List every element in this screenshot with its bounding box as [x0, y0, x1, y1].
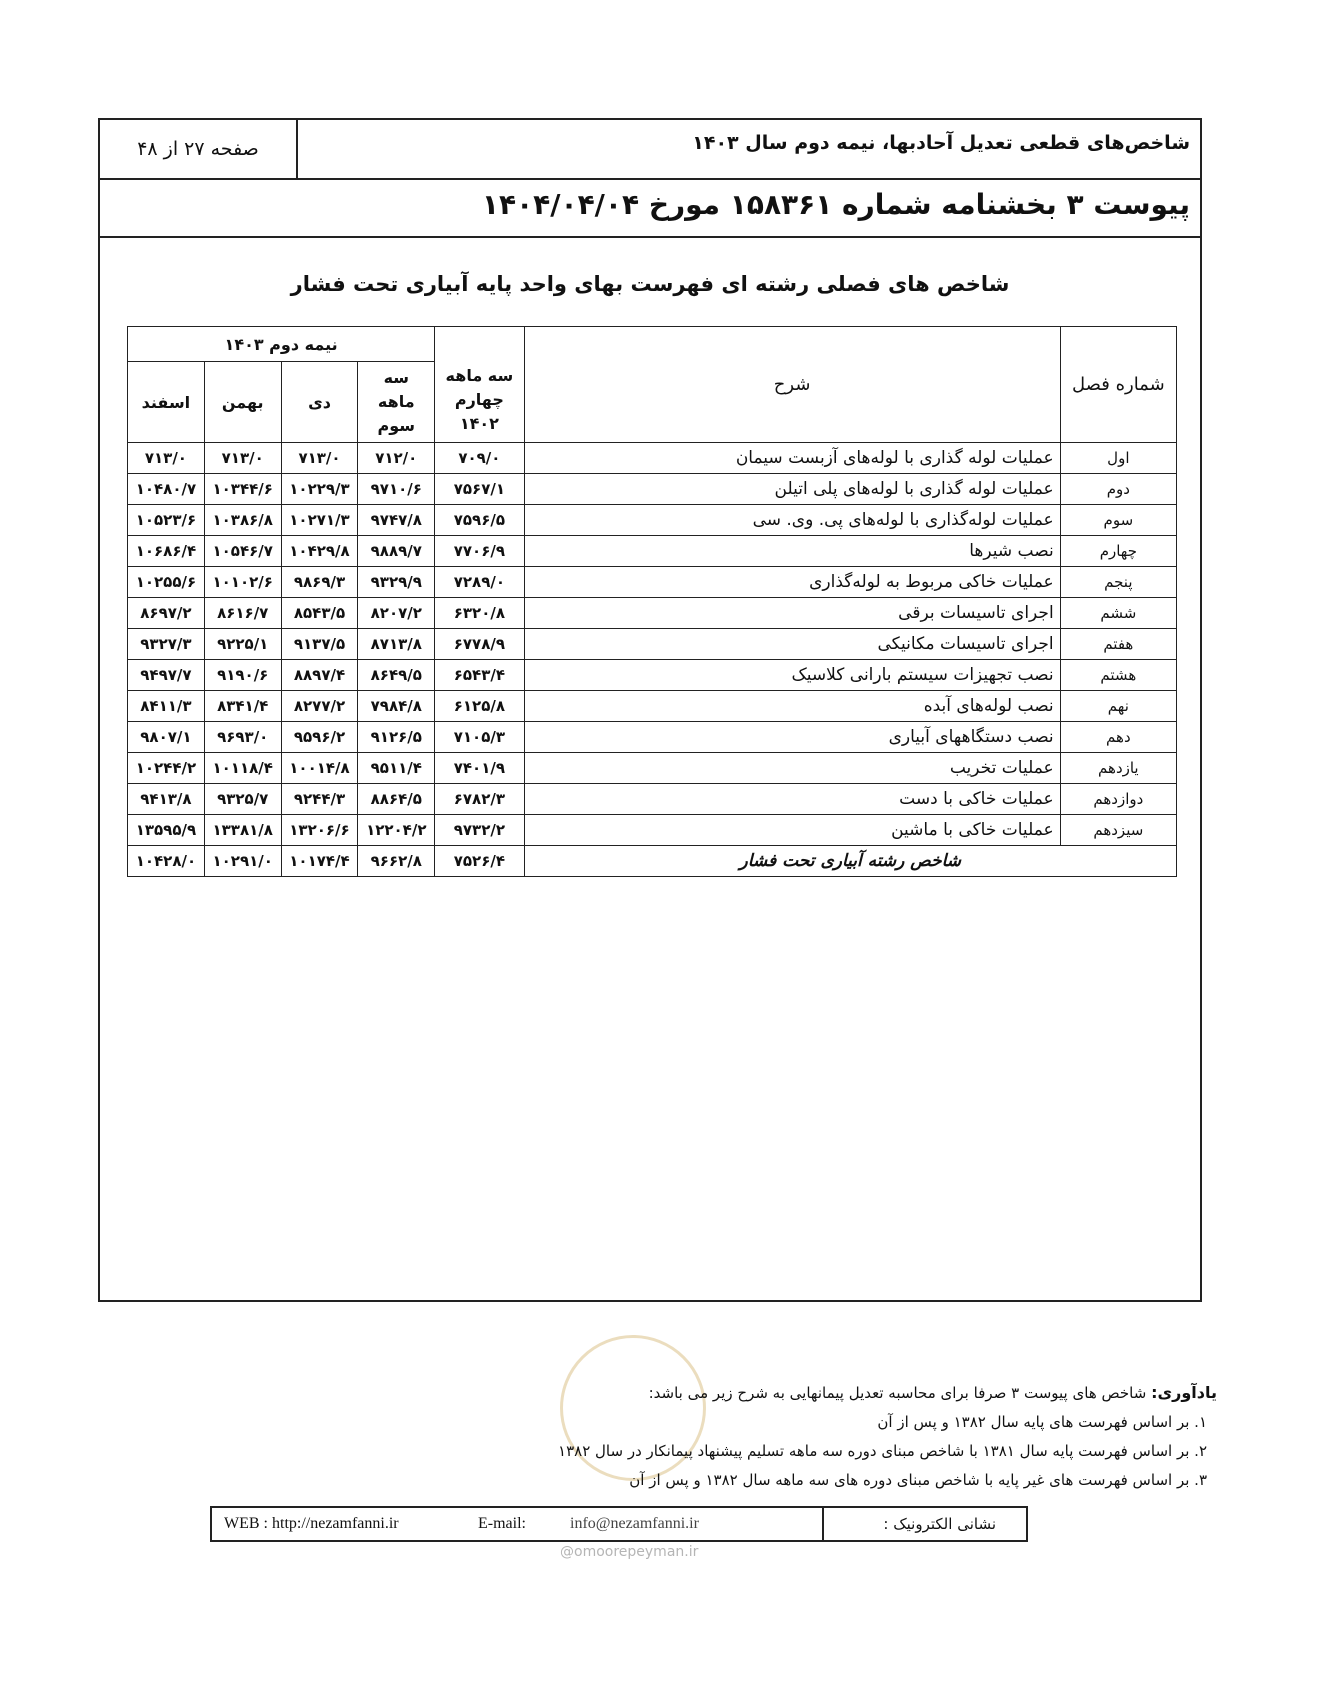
cell-q3: ۹۳۲۹/۹ — [358, 567, 435, 598]
header-fasl: شماره فصل — [1060, 327, 1176, 443]
cell-bahman: ۸۶۱۶/۷ — [204, 598, 281, 629]
cell-dey: ۱۳۲۰۶/۶ — [281, 815, 358, 846]
cell-dey: ۹۸۶۹/۳ — [281, 567, 358, 598]
cell-q3: ۸۸۶۴/۵ — [358, 784, 435, 815]
cell-bahman: ۸۳۴۱/۴ — [204, 691, 281, 722]
cell-fasl: نهم — [1060, 691, 1176, 722]
document-title: شاخص‌های قطعی تعدیل آحادبها، نیمه دوم سال ۱۴۰۳ — [692, 132, 1190, 154]
cell-esfand: ۹۴۹۷/۷ — [128, 660, 205, 691]
cell-esfand: ۹۳۲۷/۳ — [128, 629, 205, 660]
cell-esfand: ۸۶۹۷/۲ — [128, 598, 205, 629]
cell-dey: ۸۵۴۳/۵ — [281, 598, 358, 629]
cell-dey: ۱۰۲۲۹/۳ — [281, 474, 358, 505]
cell-q4-1402: ۷۵۶۷/۱ — [435, 474, 524, 505]
cell-sharh: عملیات خاکی مربوط به لوله‌گذاری — [524, 567, 1060, 598]
table-row — [128, 722, 1177, 753]
table-row — [128, 753, 1177, 784]
cell-q4-1402: ۷۰۹/۰ — [435, 443, 524, 474]
cell-q4-1402: ۷۱۰۵/۳ — [435, 722, 524, 753]
cell-q4-1402: ۶۳۲۰/۸ — [435, 598, 524, 629]
table-row — [128, 784, 1177, 815]
note-label: یادآوری: — [1151, 1383, 1217, 1402]
cell-q3: ۹۵۱۱/۴ — [358, 753, 435, 784]
cell-q3: ۸۷۱۳/۸ — [358, 629, 435, 660]
header-row — [100, 120, 1200, 180]
cell-q4-1402: ۶۵۴۳/۴ — [435, 660, 524, 691]
cell-sharh: نصب لوله‌های آبده — [524, 691, 1060, 722]
cell-q4-1402: ۷۵۹۶/۵ — [435, 505, 524, 536]
table-row — [128, 505, 1177, 536]
cell-dey: ۷۱۳/۰ — [281, 443, 358, 474]
cell-q3: ۱۲۲۰۴/۲ — [358, 815, 435, 846]
table-row — [128, 536, 1177, 567]
note-item: ۲. بر اساس فهرست پایه سال ۱۳۸۱ با شاخص مبنای دوره سه ماهه تسلیم پیشنهاد پیمانکار در سال ۱۳۸۲ — [558, 1442, 1207, 1460]
cell-q4-1402: ۹۷۳۲/۲ — [435, 815, 524, 846]
cell-q4-1402: ۶۱۲۵/۸ — [435, 691, 524, 722]
cell-bahman: ۹۳۲۵/۷ — [204, 784, 281, 815]
cell-bahman: ۱۰۳۴۴/۶ — [204, 474, 281, 505]
cell-q4-1402: ۶۷۷۸/۹ — [435, 629, 524, 660]
cell-dey: ۸۲۷۷/۲ — [281, 691, 358, 722]
contact-box — [210, 1506, 1028, 1542]
page-number: صفحه ۲۷ از ۴۸ — [100, 120, 298, 178]
cell-sharh: نصب دستگاههای آبیاری — [524, 722, 1060, 753]
table-row — [128, 567, 1177, 598]
table-row — [128, 629, 1177, 660]
cell-esfand: ۹۴۱۳/۸ — [128, 784, 205, 815]
total-label: شاخص رشته آبیاری تحت فشار — [524, 846, 1176, 877]
watermark-site: @omoorepeyman.ir — [560, 1544, 699, 1560]
website-link[interactable]: WEB : http://nezamfanni.ir — [224, 1515, 399, 1532]
cell-esfand: ۱۰۵۲۳/۶ — [128, 505, 205, 536]
cell-bahman: ۱۰۱۱۸/۴ — [204, 753, 281, 784]
cell-q3: ۹۷۱۰/۶ — [358, 474, 435, 505]
header-group-1403: نیمه دوم ۱۴۰۳ — [128, 327, 435, 362]
cell-q3: ۹۸۸۹/۷ — [358, 536, 435, 567]
cell-q4-1402: ۷۲۸۹/۰ — [435, 567, 524, 598]
header-dey: دی — [281, 362, 358, 443]
cell-q4-1402: ۶۷۸۲/۳ — [435, 784, 524, 815]
cell-esfand: ۱۰۶۸۶/۴ — [128, 536, 205, 567]
table-title: شاخص های فصلی رشته ای فهرست بهای واحد پایه آبیاری تحت فشار — [290, 272, 1010, 296]
cell-sharh: عملیات لوله‌گذاری با لوله‌های پی. وی. سی — [524, 505, 1060, 536]
header-bahman: بهمن — [204, 362, 281, 443]
note-item: ۳. بر اساس فهرست های غیر پایه با شاخص مبنای دوره های سه ماهه سال ۱۳۸۲ و پس از آن — [629, 1471, 1207, 1489]
cell-q4-1402: ۷۴۰۱/۹ — [435, 753, 524, 784]
cell-dey: ۹۵۹۶/۲ — [281, 722, 358, 753]
cell-fasl: چهارم — [1060, 536, 1176, 567]
cell-q3: ۸۲۰۷/۲ — [358, 598, 435, 629]
table-row — [128, 474, 1177, 505]
cell-bahman: ۷۱۳/۰ — [204, 443, 281, 474]
cell-esfand: ۸۴۱۱/۳ — [128, 691, 205, 722]
contact-label: نشانی الکترونیک : — [822, 1508, 1026, 1540]
cell-dey: ۹۱۳۷/۵ — [281, 629, 358, 660]
cell-sharh: اجرای تاسیسات برقی — [524, 598, 1060, 629]
cell-sharh: عملیات تخریب — [524, 753, 1060, 784]
total-bahman: ۱۰۲۹۱/۰ — [204, 846, 281, 877]
email-label: E-mail: — [478, 1515, 526, 1532]
cell-sharh: نصب تجهیزات سیستم بارانی کلاسیک — [524, 660, 1060, 691]
total-row — [128, 846, 1177, 877]
cell-dey: ۱۰۲۷۱/۳ — [281, 505, 358, 536]
note-section — [397, 1378, 1217, 1495]
cell-fasl: پنجم — [1060, 567, 1176, 598]
cell-esfand: ۷۱۳/۰ — [128, 443, 205, 474]
table-row — [128, 815, 1177, 846]
table-body — [128, 443, 1177, 877]
cell-fasl: سیزدهم — [1060, 815, 1176, 846]
cell-bahman: ۹۶۹۳/۰ — [204, 722, 281, 753]
cell-fasl: ششم — [1060, 598, 1176, 629]
cell-q4-1402: ۷۷۰۶/۹ — [435, 536, 524, 567]
cell-fasl: هشتم — [1060, 660, 1176, 691]
cell-fasl: دوم — [1060, 474, 1176, 505]
cell-sharh: اجرای تاسیسات مکانیکی — [524, 629, 1060, 660]
header-q3: سه ماهه سوم — [358, 362, 435, 443]
table-row — [128, 660, 1177, 691]
document-subtitle: پیوست ۳ بخشنامه شماره ۱۵۸۳۶۱ مورخ ۱۴۰۴/۰۴/۰۴ — [481, 188, 1190, 221]
cell-q3: ۷۱۲/۰ — [358, 443, 435, 474]
cell-bahman: ۱۳۳۸۱/۸ — [204, 815, 281, 846]
cell-sharh: نصب شیرها — [524, 536, 1060, 567]
cell-fasl: هفتم — [1060, 629, 1176, 660]
total-q4: ۷۵۲۶/۴ — [435, 846, 524, 877]
cell-fasl: دهم — [1060, 722, 1176, 753]
total-dey: ۱۰۱۷۴/۴ — [281, 846, 358, 877]
cell-esfand: ۹۸۰۷/۱ — [128, 722, 205, 753]
total-q3: ۹۶۶۲/۸ — [358, 846, 435, 877]
header-q4-1402 — [435, 327, 524, 443]
cell-q3: ۷۹۸۴/۸ — [358, 691, 435, 722]
total-esfand: ۱۰۴۲۸/۰ — [128, 846, 205, 877]
table-row — [128, 443, 1177, 474]
cell-esfand: ۱۰۲۴۴/۲ — [128, 753, 205, 784]
table-row — [128, 691, 1177, 722]
cell-bahman: ۹۱۹۰/۶ — [204, 660, 281, 691]
cell-esfand: ۱۳۵۹۵/۹ — [128, 815, 205, 846]
cell-q3: ۹۱۲۶/۵ — [358, 722, 435, 753]
table-row — [128, 598, 1177, 629]
header-sharh: شرح — [524, 327, 1060, 443]
cell-fasl: یازدهم — [1060, 753, 1176, 784]
cell-q3: ۹۷۴۷/۸ — [358, 505, 435, 536]
cell-sharh: عملیات لوله گذاری با لوله‌های آزبست سیمان — [524, 443, 1060, 474]
email-link[interactable]: info@nezamfanni.ir — [570, 1515, 699, 1532]
header-esfand: اسفند — [128, 362, 205, 443]
cell-fasl: دوازدهم — [1060, 784, 1176, 815]
cell-esfand: ۱۰۴۸۰/۷ — [128, 474, 205, 505]
subtitle-row — [100, 180, 1200, 238]
header-q4-label: سه ماهه چهارم ۱۴۰۲ — [445, 365, 514, 433]
note-intro — [397, 1378, 1217, 1408]
cell-dey: ۹۲۴۴/۳ — [281, 784, 358, 815]
cell-esfand: ۱۰۲۵۵/۶ — [128, 567, 205, 598]
cell-fasl: سوم — [1060, 505, 1176, 536]
index-table — [127, 326, 1177, 877]
note-text: شاخص های پیوست ۳ صرفا برای محاسبه تعدیل پیمانهایی به شرح زیر می باشد: — [648, 1384, 1152, 1402]
cell-bahman: ۱۰۳۸۶/۸ — [204, 505, 281, 536]
cell-sharh: عملیات خاکی با ماشین — [524, 815, 1060, 846]
cell-q3: ۸۶۴۹/۵ — [358, 660, 435, 691]
cell-fasl: اول — [1060, 443, 1176, 474]
cell-bahman: ۱۰۵۴۶/۷ — [204, 536, 281, 567]
document-frame — [98, 118, 1202, 1302]
cell-dey: ۱۰۰۱۴/۸ — [281, 753, 358, 784]
cell-bahman: ۹۲۲۵/۱ — [204, 629, 281, 660]
note-item: ۱. بر اساس فهرست های پایه سال ۱۳۸۲ و پس از آن — [877, 1413, 1207, 1431]
cell-bahman: ۱۰۱۰۲/۶ — [204, 567, 281, 598]
cell-dey: ۱۰۴۲۹/۸ — [281, 536, 358, 567]
cell-sharh: عملیات خاکی با دست — [524, 784, 1060, 815]
cell-sharh: عملیات لوله گذاری با لوله‌های پلی اتیلن — [524, 474, 1060, 505]
cell-dey: ۸۸۹۷/۴ — [281, 660, 358, 691]
